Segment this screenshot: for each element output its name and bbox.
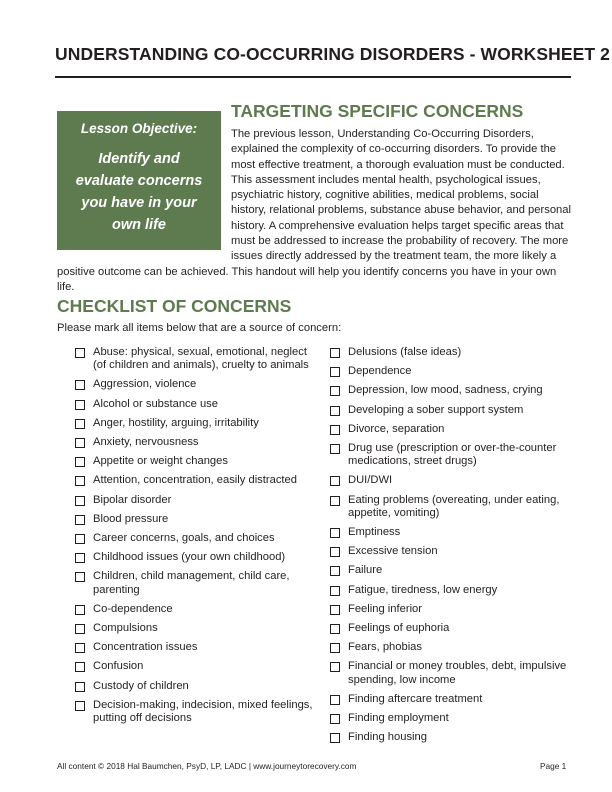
checklist-item[interactable]: [330, 384, 575, 397]
checklist-item[interactable]: [75, 699, 320, 725]
checklist-item-label: Delusions (false ideas): [348, 346, 462, 358]
checklist-item[interactable]: [330, 584, 575, 597]
checklist-item[interactable]: [75, 680, 320, 693]
checkbox[interactable]: [75, 553, 85, 563]
checklist-item[interactable]: [75, 346, 320, 372]
checklist-item[interactable]: [75, 660, 320, 673]
checkbox[interactable]: [75, 457, 85, 467]
checklist-item[interactable]: [75, 455, 320, 468]
checklist-item-label: Anxiety, nervousness: [93, 436, 199, 449]
checklist-item-label: Childhood issues (your own childhood): [93, 551, 286, 564]
checkbox[interactable]: [75, 605, 85, 615]
footer-copyright: All content © 2018 Hal Baumchen, PsyD, LP, LADC | www.journeytorecovery.com: [57, 761, 357, 771]
checklist-item[interactable]: [75, 532, 320, 545]
checklist-item[interactable]: [330, 622, 575, 635]
checkbox[interactable]: [330, 425, 340, 435]
checklist-item[interactable]: [330, 404, 575, 417]
checklist-item[interactable]: [75, 622, 320, 635]
checkbox[interactable]: [330, 605, 340, 615]
checklist-item-label: Alcohol or substance use: [93, 397, 219, 410]
checklist-item-label: Fears, phobias: [348, 641, 423, 654]
checkbox[interactable]: [330, 733, 340, 743]
checklist-item-label: Divorce, separation: [348, 422, 445, 435]
checkbox[interactable]: [330, 714, 340, 724]
targeting-heading: TARGETING SPECIFIC CONCERNS: [231, 101, 524, 121]
checkbox[interactable]: [75, 515, 85, 525]
checklist-instructions: Please mark all items below that are a source of concern:: [57, 322, 342, 334]
objective-spacer: [57, 127, 231, 255]
checklist-item-label: Excessive tension: [348, 545, 438, 558]
checklist-item-label: Fatigue, tiredness, low energy: [348, 583, 498, 596]
checkbox[interactable]: [330, 444, 340, 454]
checkbox[interactable]: [330, 406, 340, 416]
checklist-item[interactable]: [75, 513, 320, 526]
checklist-item-label: Co-dependence: [93, 602, 173, 615]
checkbox[interactable]: [75, 643, 85, 653]
checkbox[interactable]: [75, 662, 85, 672]
checkbox[interactable]: [330, 496, 340, 506]
checklist-item[interactable]: [330, 603, 575, 616]
checklist-item[interactable]: [75, 417, 320, 430]
checklist-item[interactable]: [75, 494, 320, 507]
checklist-item[interactable]: [330, 731, 575, 744]
checkbox[interactable]: [75, 534, 85, 544]
checklist-item[interactable]: [75, 398, 320, 411]
checklist-item-label: Confusion: [93, 660, 144, 673]
checklist-item[interactable]: [75, 603, 320, 616]
intro-section: [57, 127, 574, 295]
checklist-item-label: Finding aftercare treatment: [348, 692, 483, 705]
checkbox[interactable]: [75, 682, 85, 692]
checklist-item-label: Bipolar disorder: [93, 493, 172, 506]
checkbox[interactable]: [330, 348, 340, 358]
objective-text: Identify and evaluate concerns you have in your own life: [75, 151, 203, 233]
checkbox[interactable]: [75, 419, 85, 429]
checklist-item-label: Compulsions: [93, 622, 158, 635]
checklist-item-label: Aggression, violence: [93, 378, 197, 391]
checkbox[interactable]: [330, 695, 340, 705]
checkbox[interactable]: [330, 662, 340, 672]
checklist-heading: CHECKLIST OF CONCERNS: [57, 296, 292, 316]
checklist-item[interactable]: [75, 641, 320, 654]
checklist-item[interactable]: [330, 712, 575, 725]
checklist-right-column: [330, 346, 575, 750]
checklist-item-label: Children, child management, child care, parenting: [93, 570, 290, 596]
checklist-item[interactable]: [75, 570, 320, 596]
checkbox[interactable]: [330, 476, 340, 486]
checklist-item-label: Feelings of euphoria: [348, 622, 450, 635]
checklist-item-label: Concentration issues: [93, 641, 198, 654]
checklist-item-label: Blood pressure: [93, 512, 169, 525]
checklist-item-label: Drug use (prescription or over-the-counter medications, street drugs): [348, 442, 557, 468]
checklist-left-column: [75, 346, 320, 731]
checklist-item-label: Anger, hostility, arguing, irritability: [93, 416, 259, 429]
checklist-item-label: Finding employment: [348, 712, 449, 725]
checklist-item-label: Eating problems (overeating, under eating, appetite, vomiting): [348, 493, 560, 519]
checkbox[interactable]: [330, 643, 340, 653]
checkbox[interactable]: [330, 624, 340, 634]
checkbox[interactable]: [75, 572, 85, 582]
checkbox[interactable]: [330, 566, 340, 576]
checklist-item-label: Emptiness: [348, 526, 401, 539]
checklist-item[interactable]: [330, 423, 575, 436]
checklist-item-label: Abuse: physical, sexual, emotional, neglect (of children and animals), cruelty to animals: [93, 346, 309, 372]
page-number: Page 1: [540, 761, 567, 771]
checkbox[interactable]: [330, 386, 340, 396]
checklist-item[interactable]: [330, 526, 575, 539]
checkbox[interactable]: [330, 586, 340, 596]
checklist-item[interactable]: [75, 378, 320, 391]
checklist-item-label: Feeling inferior: [348, 602, 422, 615]
checklist-item[interactable]: [330, 442, 575, 468]
checkbox[interactable]: [330, 528, 340, 538]
checklist-item[interactable]: [330, 474, 575, 487]
checklist-item[interactable]: [330, 641, 575, 654]
checklist-item-label: Depression, low mood, sadness, crying: [348, 384, 543, 397]
checklist-item[interactable]: [75, 551, 320, 564]
checklist-item-label: Decision-making, indecision, mixed feelings, putting off decisions: [93, 698, 313, 725]
checkbox[interactable]: [75, 348, 85, 358]
checkbox[interactable]: [330, 547, 340, 557]
checkbox[interactable]: [75, 496, 85, 506]
checklist-item[interactable]: [75, 436, 320, 449]
checklist-item-label: Appetite or weight changes: [93, 455, 228, 468]
checkbox[interactable]: [75, 438, 85, 448]
checklist-item-label: Finding housing: [348, 731, 427, 744]
intro-paragraph: The previous lesson, Understanding Co-Occurring Disorders, explained the complexity of co-occurring disorders. To provide the most effective treatment, a thorough evaluation must be conducted. This assessment includes mental health, psychological issues, psychiatric history, cognitive abilities, medical problems, social history, relational problems, substance abuse behavior, and personal history. A comprehensive evaluation helps target specific areas that must be addressed to increase the probability of recovery. The more issues directly addressed by the treatment team, the more likely a positive outcome can be achieved. This handout will help you identify concerns you have in your own life.: [57, 128, 571, 293]
checklist-item-label: Failure: [348, 564, 383, 577]
checkbox[interactable]: [330, 367, 340, 377]
checklist-item[interactable]: [330, 545, 575, 558]
checklist-item[interactable]: [330, 693, 575, 706]
checklist-item-label: Attention, concentration, easily distracted: [93, 474, 297, 487]
objective-label: Lesson Objective:: [80, 121, 198, 136]
checkbox[interactable]: [75, 400, 85, 410]
checkbox[interactable]: [75, 476, 85, 486]
checkbox[interactable]: [75, 701, 85, 711]
checkbox[interactable]: [75, 624, 85, 634]
checklist-item[interactable]: [330, 365, 575, 378]
checklist-item[interactable]: [330, 564, 575, 577]
checklist-item-label: Custody of children: [93, 679, 189, 692]
checklist-item[interactable]: [330, 660, 575, 686]
checklist-item-label: Developing a sober support system: [348, 403, 524, 416]
checklist-item-label: Dependence: [348, 365, 412, 378]
checklist-item[interactable]: [330, 346, 575, 359]
page-title: UNDERSTANDING CO-OCCURRING DISORDERS - WORKSHEET 2: [55, 44, 610, 64]
checklist-item-label: Financial or money troubles, debt, impulsive spending, low income: [348, 660, 567, 686]
checklist-item[interactable]: [75, 474, 320, 487]
checklist-item-label: Career concerns, goals, and choices: [93, 532, 275, 545]
checklist-item-label: DUI/DWI: [348, 474, 393, 487]
title-divider: [55, 76, 571, 78]
checklist-item[interactable]: [330, 494, 575, 520]
checkbox[interactable]: [75, 380, 85, 390]
